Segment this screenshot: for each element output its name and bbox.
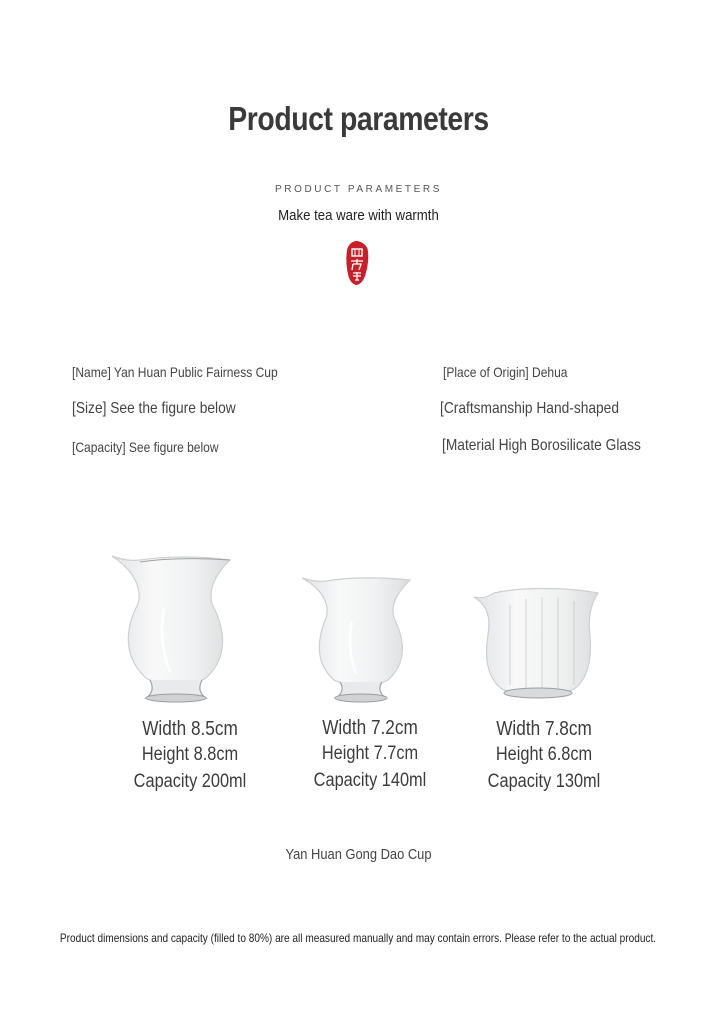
cup-image-medium xyxy=(298,572,422,704)
cup-image-small xyxy=(470,585,604,701)
cup-3-width: Width 7.8cm xyxy=(496,718,592,740)
cup-3-capacity: Capacity 130ml xyxy=(487,771,601,792)
cup-2-height: Height 7.7cm xyxy=(321,743,419,764)
param-size: [Size] See the figure below xyxy=(72,400,236,417)
cup-spec-3 xyxy=(475,719,613,791)
param-material: [Material High Borosilicate Glass xyxy=(442,437,641,454)
cup-1-capacity: Capacity 200ml xyxy=(133,771,247,792)
cup-1-height: Height 8.8cm xyxy=(141,744,239,765)
cup-2-capacity: Capacity 140ml xyxy=(313,770,427,791)
product-name: Yan Huan Gong Dao Cup xyxy=(285,846,432,863)
param-origin: [Place of Origin] Dehua xyxy=(443,364,568,380)
disclaimer: Product dimensions and capacity (filled to 80%) are all measured manually and may contain errors. Please refer to the actual product. xyxy=(59,931,657,945)
section-subtitle: PRODUCT PARAMETERS xyxy=(274,184,442,195)
cup-spec-1 xyxy=(121,719,259,791)
param-name: [Name] Yan Huan Public Fairness Cup xyxy=(72,364,278,380)
cup-3-height: Height 6.8cm xyxy=(495,744,593,765)
cup-image-large xyxy=(106,548,246,704)
tagline: Make tea ware with warmth xyxy=(278,207,439,224)
cup-spec-2 xyxy=(301,718,439,790)
param-capacity: [Capacity] See figure below xyxy=(72,439,219,455)
red-seal-icon xyxy=(344,240,370,286)
cup-1-width: Width 8.5cm xyxy=(142,718,238,740)
cup-2-width: Width 7.2cm xyxy=(322,717,418,739)
param-craft: [Craftsmanship Hand-shaped xyxy=(440,400,619,417)
page-title: Product parameters xyxy=(228,100,489,137)
